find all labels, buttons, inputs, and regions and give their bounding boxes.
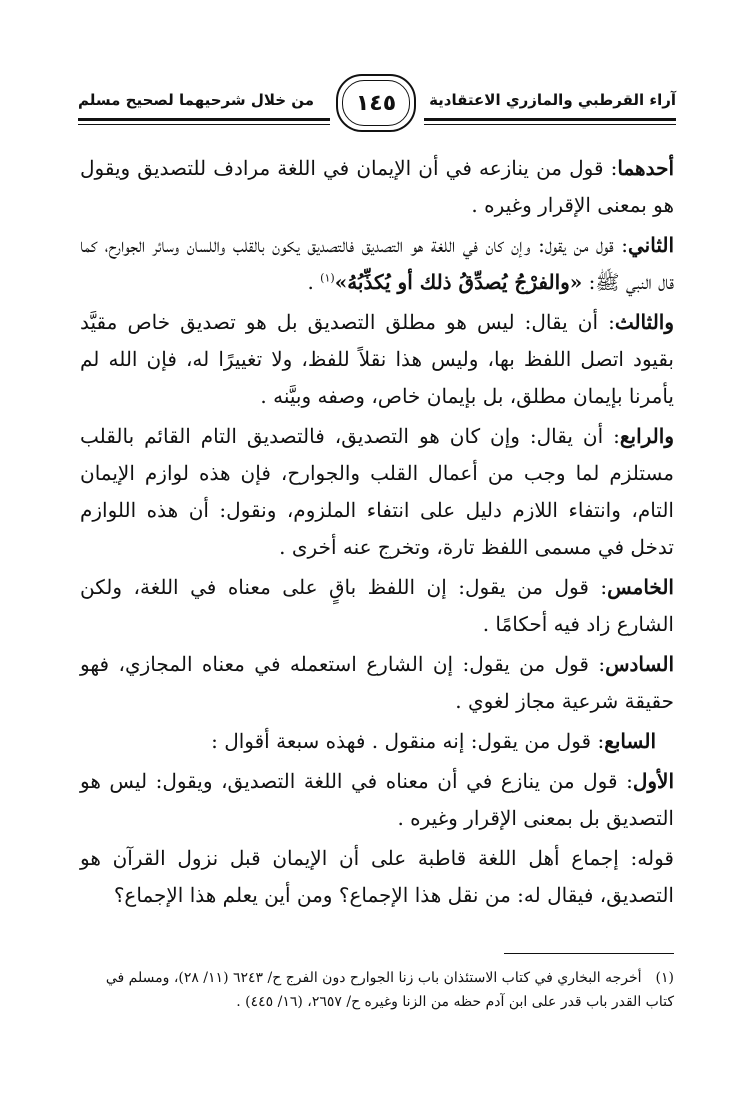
paragraph-text: : قول من يقول: إنه منقول . فهذه سبعة أقوال : [211,729,605,753]
paragraph-text: : أن يقال: ليس هو مطلق التصديق بل هو تصديق خاص مقيَّد بقيود اتصل اللفظ بها، وليس هذا نقلاً للفظ، ولا تغييرًا له، فإن الله لم يأمرنا بإيمان مطلق، بل بإيمان خاص، وصفه وبيَّنه . [80,310,674,408]
header-rule-right-thin [424,124,676,125]
paragraph-tail: . [307,270,321,294]
paragraph-text: : قول من ينازعه في أن الإيمان في اللغة مرادف للتصديق ويقول هو بمعنى الإقرار وغيره . [80,156,674,217]
paragraph-text: : قول من ينازع في أن معناه في اللغة التصديق، ويقول: ليس هو التصديق بل بمعنى الإقرار وغيره . [80,769,674,830]
paragraph-first-reply [80,763,674,837]
paragraph-fourth-opinion [80,418,674,566]
paragraph-lead: والثالث [614,310,674,334]
running-title: آراء القرطبي والمازري الاعتقادية [429,91,676,109]
footnote-reference[interactable]: (١) [320,271,335,285]
paragraph-lead: الثاني [627,233,674,257]
paragraph-lead: أحدهما [617,156,674,180]
paragraph-lead: السابع [604,729,656,753]
page-number: ١٤٥ [355,90,397,116]
footnote-item [80,966,674,1014]
paragraph-text: : قول من يقول: إن الشارع استعمله في معناه المجازي، فهو حقيقة شرعية مجاز لغوي . [80,652,674,713]
page-number-ornament [336,74,416,132]
header-rule-right [424,118,676,121]
footnotes [80,966,674,1014]
main-text [80,150,674,916]
paragraph-fifth-opinion [80,569,674,643]
footnote-separator [504,953,674,954]
paragraph-lead: السادس [605,652,674,676]
header-rule-left [78,118,330,121]
paragraph-lead: الخامس [607,575,674,599]
paragraph-lead: الأول [632,769,674,793]
paragraph-consensus-claim [80,840,674,914]
paragraph-third-opinion [80,304,674,415]
paragraph-seventh-opinion [80,723,674,760]
footnote-mark: (١) [655,970,674,986]
paragraph-sixth-opinion [80,646,674,720]
paragraph-text: : أن يقال: وإن كان هو التصديق، فالتصديق التام القائم بالقلب مستلزم لما وجب من أعمال القلب والجوارح، فإن هذه لوازم الإيمان التام، وانتفاء اللازم دليل على انتفاء الملزوم، ونقول: أن هذه اللوازم تدخل في مسمى اللفظ تارة، وتخرج عنه أخرى . [80,424,674,559]
paragraph-lead: والرابع [619,424,674,448]
paragraph-text: : قول من يقول: إن اللفظ باقٍ على معناه في اللغة، ولكن الشارع زاد فيه أحكامًا . [80,575,674,636]
footnote-text: أخرجه البخاري في كتاب الاستئذان باب زنا الجوارح دون الفرج ح/ ٦٢٤٣ (١١/ ٢٨)، ومسلم في كتاب القدر باب قدر على ابن آدم حظه من الزنا وغيره ح/ ٢٦٥٧، (١٦/ ٤٤٥) . [105,970,674,1010]
paragraph-text: قوله: إجماع أهل اللغة قاطبة على أن الإيمان قبل نزول القرآن هو التصديق، فيقال له: من نقل هذا الإجماع؟ ومن أين يعلم هذا الإجماع؟ [80,846,674,907]
running-subtitle: من خلال شرحيهما لصحيح مسلم [78,91,315,109]
hadith-quote: «والفرْجُ يُصدِّقُ ذلك أو يُكذِّبُهُ» [334,270,583,294]
paragraph-text: : قول من يقول: وإن كان في اللغة هو التصديق فالتصديق يكون بالقلب واللسان وسائر الجوارح، كما قال النبي ﷺ: [80,233,674,294]
paragraph-first-opinion [80,150,674,224]
header-rule-left-thin [78,124,330,125]
page-header [78,74,676,138]
paragraph-second-opinion [80,227,674,301]
